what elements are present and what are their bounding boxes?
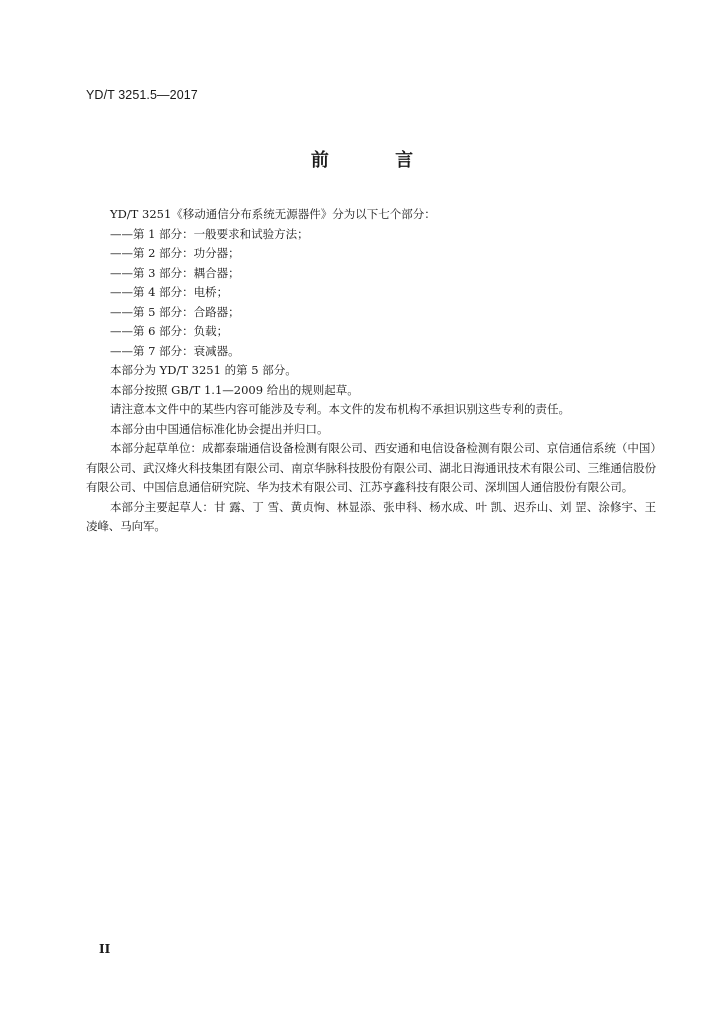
part-list-item-6: ——第 6 部分：负载； [110, 324, 229, 338]
statement-drafting-rules: 本部分按照 GB/T 1.1—2009 给出的规则起草。 [110, 382, 359, 397]
statement-proposer: 本部分由中国通信标准化协会提出并归口。 [110, 421, 329, 436]
part-list-item-1: ——第 1 部分：一般要求和试验方法； [110, 226, 309, 241]
page-title: 前 言 [310, 150, 444, 171]
part-list-item-5: ——第 5 部分：合路器； [110, 304, 240, 319]
part-list-item-2: ——第 2 部分：功分器； [110, 246, 240, 260]
drafting-units-paragraph: 本部分起草单位：成都泰瑞通信设备检测有限公司、西安通和电信设备检测有限公司、京信通信系统（中国）有限公司、武汉烽火科技集团有限公司、南京华脉科技股份有限公司、湖北日海通讯技术有限公司、三维通信股份有限公司、中国信息通信研究院、华为技术有限公司、江苏亨鑫科技有限公司、深圳国人通信股份有限公司。 [86, 441, 656, 494]
drafters-paragraph: 本部分主要起草人：甘 露、丁 雪、黄贞恂、林显添、张申科、杨水成、叶 凯、迟乔山、刘 罡、涂修宇、王凌峰、马向军。 [86, 499, 656, 533]
part-list-item-7: ——第 7 部分：衰减器。 [110, 343, 240, 358]
intro-paragraph: YD/T 3251《移动通信分布系统无源器件》分为以下七个部分： [110, 207, 436, 221]
statement-patent-notice: 请注意本文件中的某些内容可能涉及专利。本文件的发布机构不承担识别这些专利的责任。 [110, 402, 570, 416]
page-number: II [99, 942, 111, 956]
part-list-item-3: ——第 3 部分：耦合器； [110, 265, 240, 280]
statement-part-number: 本部分为 YD/T 3251 的第 5 部分。 [110, 363, 297, 377]
standard-code: YD/T 3251.5—2017 [86, 88, 198, 102]
document-body [86, 205, 656, 537]
part-list-item-4: ——第 4 部分：电桥； [110, 285, 229, 299]
